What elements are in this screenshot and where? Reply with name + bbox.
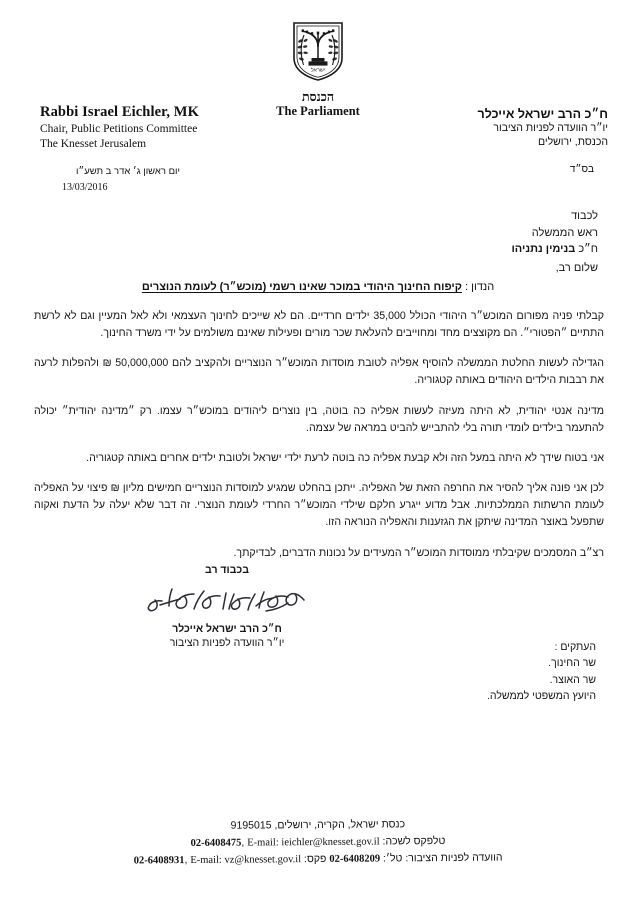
addressee-line-3 [338,241,598,258]
sender-place-he: הכנסת, ירושלים [537,136,608,149]
knesset-menorah-emblem [290,20,346,82]
greeting-line: שלום רב, [555,262,598,274]
body-paragraph: קבלתי פניה מפורום המוכש״ר היהודי הכולל 35,000 ילדים חרדיים. הם לא שייכים לחינוך העצמאי ולא לאל המעיין וגם לא לרשת התתיים ״הפטורי״. הם מקוצצים מחד ומחוייבים להעלאת שכר מורים ופעילות שאינם משולמים על ידי משרד החינוך. [34,310,605,340]
footer-fax-label: פקס: [301,852,330,866]
signature-block [112,564,342,651]
copies-block [346,639,596,704]
addressee-name: בנימין נתניהו [511,243,576,255]
svg-text:ישראל: ישראל [310,67,326,74]
copies-label: העתקים : [554,641,596,653]
footer-email-committee[interactable]: vz@knesset.gov.il [224,854,302,866]
copies-item: שר האוצר. [549,673,596,686]
letter-body [34,308,604,562]
hebrew-date: יום ראשון ג׳ אדר ב תשע״ו [76,166,180,177]
page-footer [0,815,636,871]
bsd-marker: בס״ד [569,163,594,175]
addressee-block [338,208,598,258]
footer-fax-number: 02-6408931 [133,855,185,867]
footer-office-contact: טלפקס לשכה: 02-6408475, E-mail: ieichler@knesset.gov.il [190,835,446,849]
sender-name-he: ח״כ הרב ישראל אייכלר [477,107,608,121]
copies-item: שר החינוך. [548,657,596,670]
body-paragraph: הגדילה לעשות החלטת הממשלה להוסיף אפליה לטובת מוסדות המוכש״ר הנוצריים ולהקציב להם 50,000,000 ₪ ולהפלות לרעה את רבבות הילדים היהודים באותה קטגוריה. [34,357,604,387]
body-paragraph: רצ״ב המסמכים שקיבלתי ממוסדות המוכש״ר המעידים על נכונות הדברים, לבדיקתך. [233,546,604,559]
signer-name: ח״כ הרב ישראל אייכלר [172,623,282,635]
sender-role-he: יו״ר הוועדה לפניות הציבור [493,122,608,135]
footer-phone-number: 02-6408475 [190,837,242,849]
body-paragraph: לכן אני פונה אליך להסיר את החרפה הזאת של האפליה. ייתכן בהחלט שמגיע למוסדות הנוצריים חמישים מליון ₪ פיצוי על האפליה לעומת הרשתות הממלכתיות. אבל מדוע ייגרע חלקם שילדי המוכש״ר החרדי לעומת הנוצרי. זה דבר שלא יעלה על הדעת ואקוה שתפעל באוצר המדינה שיתקן את הגזענות והאפליה הנוראה הזו. [34,482,604,529]
addressee-line-1: לכבוד [571,210,598,222]
header-left-block [40,104,320,151]
gregorian-date: 13/03/2016 [62,182,108,193]
emblem-title-en: The Parliament [276,104,360,118]
sender-name-en: Rabbi Israel Eichler, MK [40,104,199,120]
subject-label: הנדון : [461,281,495,293]
sender-place-en: The Knesset Jerusalem [40,137,147,150]
addressee-title: ח״כ [575,243,598,255]
handwritten-signature [112,580,342,620]
signer-role: יו״ר הוועדה לפניות הציבור [169,637,285,650]
footer-email-label: E-mail: [190,854,225,867]
footer-committee-contact: הוועדה לפניות הציבור: טל׳: 02-6408209 פקס: 02-6408931, E-mail: vz@knesset.gov.il [133,851,503,867]
date-block [62,166,262,193]
header-right-block [348,106,608,175]
closing-line: בכבוד רב [205,564,249,576]
footer-committee-label: הוועדה לפניות הציבור: טל׳: [380,851,503,865]
body-paragraph: מדינה אנטי יהודית, לא היתה מעיזה לעשות אפליה כה בוטה, בין נוצרים ליהודים במוכש״ר עצמו. רק ״מדינה יהודית״ יכולה להתעמר בילדים לומדי תורה בלי להתבייש להביט במראה של עצמה. [34,404,604,434]
copies-item: היועץ המשפטי לממשלה. [486,689,596,702]
subject-line [0,281,636,293]
addressee-line-2: ראש הממשלה [531,226,598,239]
footer-committee-phone: 02-6408209 [329,853,381,865]
emblem-title-he: הכנסת [301,90,335,104]
body-paragraph: אני בטוח שידך לא היתה במעל הזה ולא קבעת אפליה כה בוטה לרעת ילדי ישראל ולטובת ילדים אחרים באותה קטגוריה. [86,451,604,464]
footer-email-label: E-mail: [247,837,282,849]
footer-phone-label: טלפקס לשכה: [379,835,446,848]
sender-role-en: Chair, Public Petitions Committee [40,123,198,135]
subject-value: קיפוח החינוך היהודי במוכר שאינו רשמי (מוכש״ר) לעומת הנוצרים [141,281,462,293]
footer-email-office[interactable]: ieichler@knesset.gov.il [281,836,380,849]
footer-address: כנסת ישראל, הקריה, ירושלים, 9195015 [230,818,406,832]
